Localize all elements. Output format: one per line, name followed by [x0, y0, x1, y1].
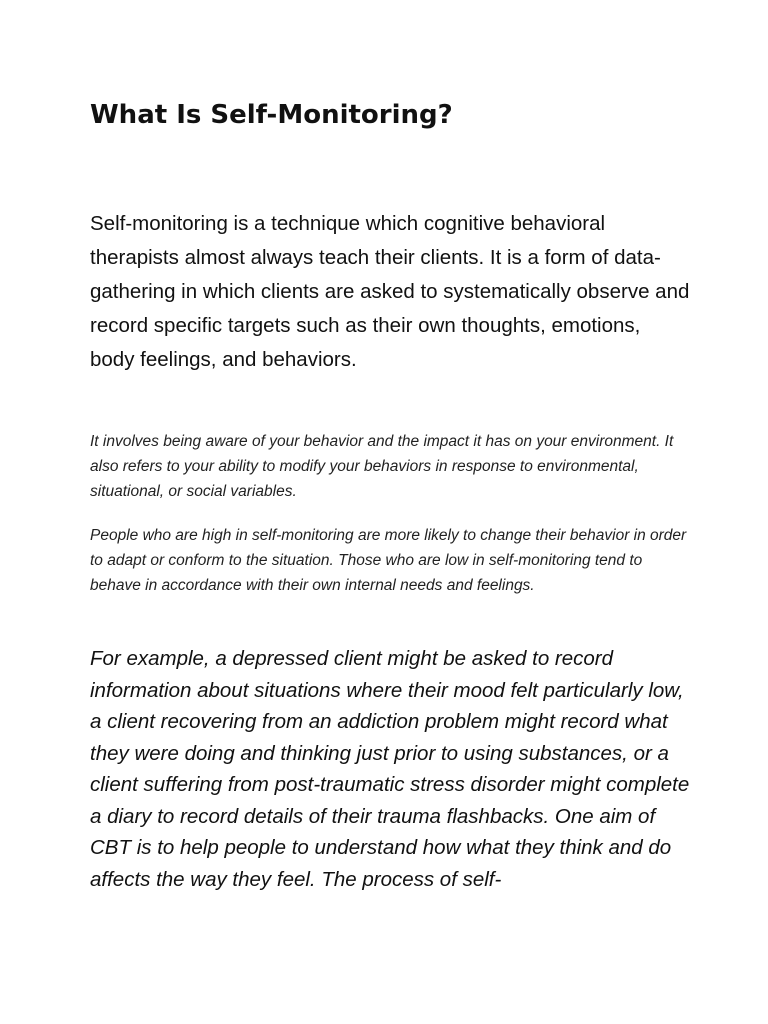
paragraph-example: For example, a depressed client might be asked to record information about situations where their mood felt particularly low, a client recovering from an addiction problem might record what they were doing and thinking just prior to using substances, or a client suffering from post-traumatic stress disorder might complete a diary to record details of their trauma flashbacks. One aim of CBT is to help people to understand how what they think and do affects the way they feel. The process of self- — [90, 647, 690, 891]
paragraph-high-low: People who are high in self-monitoring are more likely to change their behavior in order to adapt or conform to the situation. Those who are low in self-monitoring tend to behave in accordance with their own internal needs and feelings. — [90, 527, 687, 594]
paragraph-definition: Self-monitoring is a technique which cognitive behavioral therapists almost always teach their clients. It is a form of data-gathering in which clients are asked to systematically observe and record specific targets such as their own thoughts, emotions, body feelings, and behaviors. — [90, 212, 690, 371]
paragraph-awareness: It involves being aware of your behavior and the impact it has on your environment. It also refers to your ability to modify your behaviors in response to environmental, situational, or social variables. — [90, 433, 674, 500]
page-title: What Is Self-Monitoring? — [90, 100, 453, 130]
